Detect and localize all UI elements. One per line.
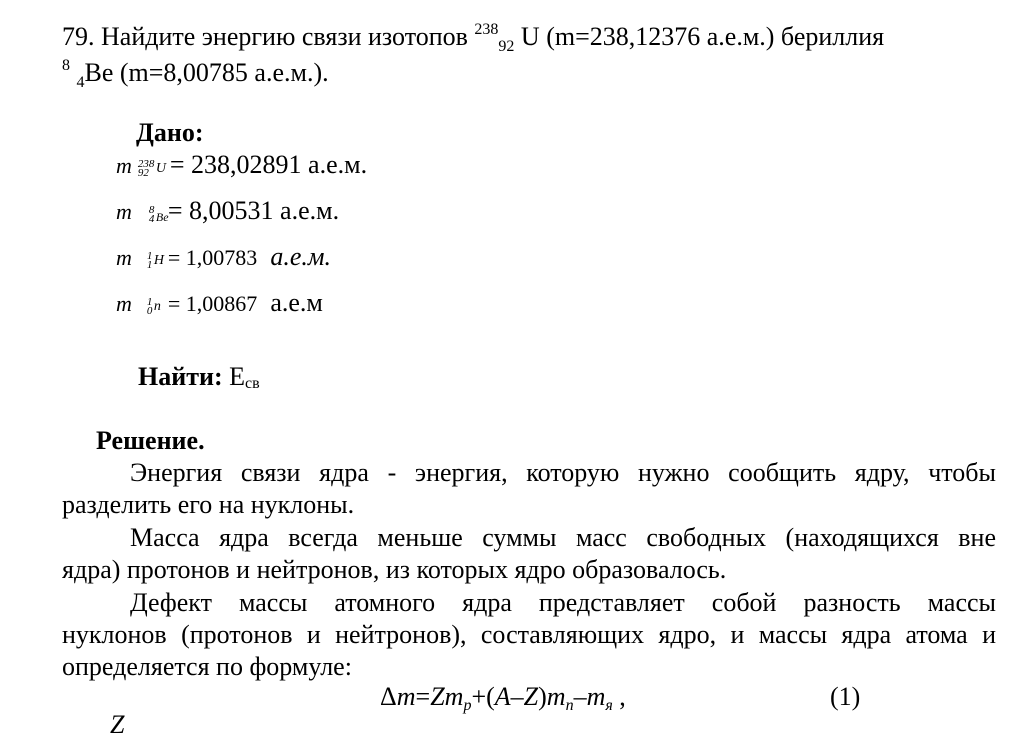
isotope-atomic-number: 0 (146, 305, 153, 317)
given-value: = 8,00531 а.е.м. (167, 196, 340, 225)
isotope-mass-number: 1 (146, 296, 153, 308)
isotope-mass-number: 1 (146, 250, 153, 262)
paragraph-line: разделить его на нуклоны. (62, 490, 355, 519)
problem-line-1 (62, 22, 884, 56)
beryllium-atomic-number: 4 (76, 74, 85, 91)
isotope-element: Be (155, 210, 169, 224)
paragraph-line: Энергия связи ядра - энергия, которую нужно сообщить ядру, чтобы (130, 458, 996, 487)
problem-line-2 (62, 58, 329, 92)
formula-z: Z (430, 682, 445, 711)
beryllium-mass-number: 8 (62, 57, 70, 74)
formula-n-subscript: n (565, 697, 574, 714)
isotope-notation (132, 150, 172, 180)
formula-m-nucleus: m (586, 682, 606, 711)
isotope-notation (132, 196, 172, 226)
formula-plus-open: +( (471, 682, 495, 711)
given-row-uranium (116, 150, 367, 181)
problem-text-start: 79. Найдите энергию связи изотопов (62, 22, 475, 51)
given-row-beryllium (116, 196, 339, 227)
uranium-mass-number: 238 (474, 21, 499, 38)
find-line (138, 362, 260, 396)
isotope-element: U (155, 161, 167, 176)
formula-minus2: – (573, 682, 587, 711)
solution-paragraph-2 (62, 522, 996, 586)
mass-symbol: m (116, 245, 132, 270)
given-value: = 238,02891 а.е.м. (169, 150, 368, 179)
formula-minus: – (510, 682, 524, 711)
isotope-mass-number: 8 (148, 204, 155, 216)
find-value-subscript: св (245, 375, 260, 392)
paragraph-line: ядра) протонов и нейтронов, из которых ядро образовалось. (62, 555, 727, 584)
given-value: = 1,00867 (167, 291, 258, 316)
equation-number: (1) (830, 682, 861, 711)
paragraph-line: нуклонов (протонов и нейтронов), составляющих ядро, и массы ядра атома и (62, 620, 996, 649)
given-unit: а.е.м (270, 288, 323, 317)
formula-mn: m (546, 682, 566, 711)
cut-off-line: Z (110, 710, 125, 739)
find-value: E (229, 362, 246, 391)
formula-nucleus-subscript: я (605, 697, 613, 714)
paragraph-line: Дефект массы атомного ядра представляет собой разность массы (130, 588, 996, 617)
formula-mp: m (444, 682, 464, 711)
formula-comma: , (612, 682, 626, 711)
isotope-atomic-number: 92 (137, 167, 149, 179)
find-label: Найти: (138, 362, 223, 391)
given-row-hydrogen (116, 242, 331, 273)
formula-delta: Δ (380, 682, 397, 711)
solution-paragraph-1 (62, 457, 996, 521)
given-row-neutron (116, 288, 323, 319)
given-unit: а.е.м. (270, 242, 331, 271)
solution-paragraph-3 (62, 587, 996, 683)
formula-z2: Z (523, 682, 539, 711)
mass-defect-formula (380, 682, 626, 716)
isotope-element: n (153, 299, 161, 314)
isotope-element: H (153, 253, 165, 268)
problem-text-beryllium: Be (m=8,00785 а.е.м.). (84, 58, 329, 87)
paragraph-line: Масса ядра всегда меньше суммы масс свободных (находящихся вне (130, 523, 996, 552)
formula-p-subscript: p (463, 697, 472, 714)
formula-eq: = (415, 682, 431, 711)
mass-symbol: m (116, 153, 132, 178)
problem-text-uranium: U (m=238,12376 а.е.м.) бериллия (514, 22, 885, 51)
isotope-notation (132, 242, 168, 272)
given-value: = 1,00783 (167, 245, 258, 270)
formula-m: m (396, 682, 416, 711)
paragraph-line: определяется по формуле: (62, 652, 352, 681)
isotope-mass-number: 238 (137, 158, 155, 170)
formula-close: ) (538, 682, 547, 711)
uranium-atomic-number: 92 (498, 38, 515, 55)
given-heading: Дано: (136, 118, 204, 147)
isotope-notation (132, 288, 168, 318)
isotope-atomic-number: 4 (148, 213, 155, 225)
formula-a: A (494, 682, 511, 711)
mass-symbol: m (116, 199, 132, 224)
isotope-atomic-number: 1 (146, 259, 153, 271)
solution-heading: Решение. (96, 426, 205, 455)
mass-symbol: m (116, 291, 132, 316)
